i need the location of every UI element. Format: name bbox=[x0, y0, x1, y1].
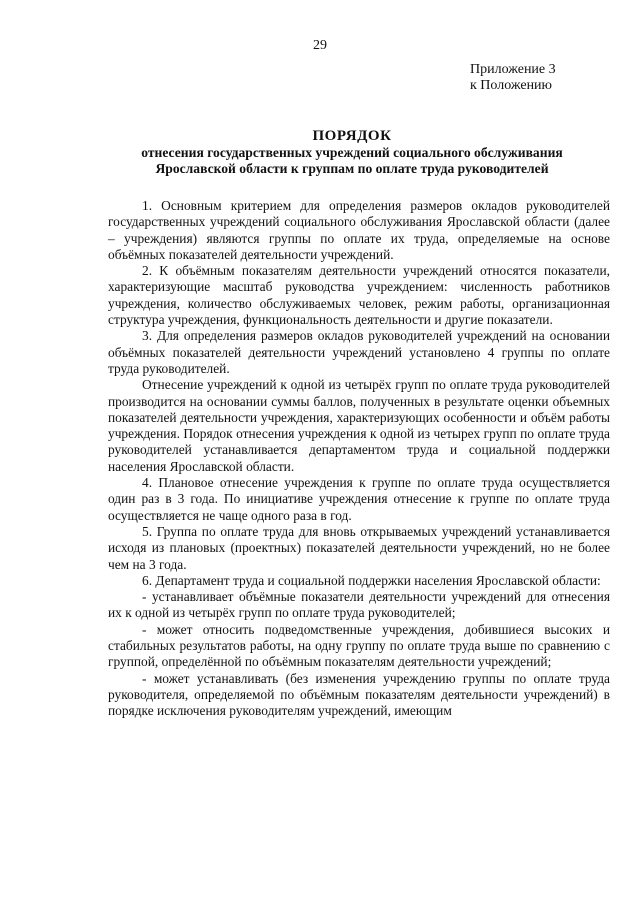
document-title bbox=[72, 128, 632, 177]
paragraph-3: 3. Для определения размеров окладов руководителей учреждений на основании объёмных показателей деятельности учреждений установлено 4 группы по оплате труда руководителей. bbox=[108, 328, 610, 376]
paragraph-1: 1. Основным критерием для определения размеров окладов руководителей государственных учреждений социального обслуживания Ярославской области (далее – учреждения) являются группы по оплате их труда, определяемые на основе объёмных показателей деятельности учреждений. bbox=[108, 198, 610, 262]
paragraph-6: 6. Департамент труда и социальной поддержки населения Ярославской области: bbox=[142, 572, 601, 588]
paragraph-3-continuation: Отнесение учреждений к одной из четырёх групп по оплате труда руководителей производится на основании суммы баллов, полученных в результате оценки объемных показателей деятельности учреждения, характеризующих особенности и объём работы учреждения. Порядок отнесения учреждения к одной из четырех групп по оплате труда руководителей устанавливается департаментом труда и социальной поддержки населения Ярославской области. bbox=[108, 377, 610, 474]
appendix-line-1: Приложение 3 bbox=[470, 62, 556, 77]
paragraph-4: 4. Плановое отнесение учреждения к группе по оплате труда осуществляется один раз в 3 года. По инициативе учреждения отнесение к группе по оплате труда осуществляется не чаще одного раза в год. bbox=[108, 475, 610, 523]
title-main: ПОРЯДОК bbox=[312, 128, 392, 144]
paragraph-2: 2. К объёмным показателям деятельности учреждений относятся показатели, характеризующие масштаб руководства учреждением: численность работников учреждения, количество обслуживаемых человек, режим работы, организационная структура учреждения, функциональность деятельности и другие показатели. bbox=[108, 263, 610, 328]
document-body bbox=[108, 198, 610, 720]
list-item-3: - может устанавливать (без изменения учреждению группы по оплате труда руководителя, определяемой по объёмным показателям деятельности учреждений) в порядке исключения руководителям учреждений, имеющим bbox=[108, 670, 610, 719]
list-item-1: - устанавливает объёмные показатели деятельности учреждений для отнесения их к одной из четырёх групп по оплате труда руководителей; bbox=[108, 589, 610, 621]
page-number: 29 bbox=[313, 38, 327, 53]
paragraph-5: 5. Группа по оплате труда для вновь открываемых учреждений устанавливается исходя из плановых (проектных) показателей деятельности учреждений, но не более чем на 3 года. bbox=[108, 523, 610, 572]
appendix-reference bbox=[470, 62, 556, 94]
title-sub-line-2: Ярославской области к группам по оплате труда руководителей bbox=[155, 161, 549, 176]
appendix-line-2: к Положению bbox=[470, 78, 553, 93]
title-sub-line-1: отнесения государственных учреждений социального обслуживания bbox=[141, 145, 563, 160]
list-item-2: - может относить подведомственные учреждения, добившиеся высоких и стабильных результатов работы, на одну группу по оплате труда выше по сравнению с группой, определённой по объёмным показателям деятельности учреждений; bbox=[108, 621, 610, 670]
